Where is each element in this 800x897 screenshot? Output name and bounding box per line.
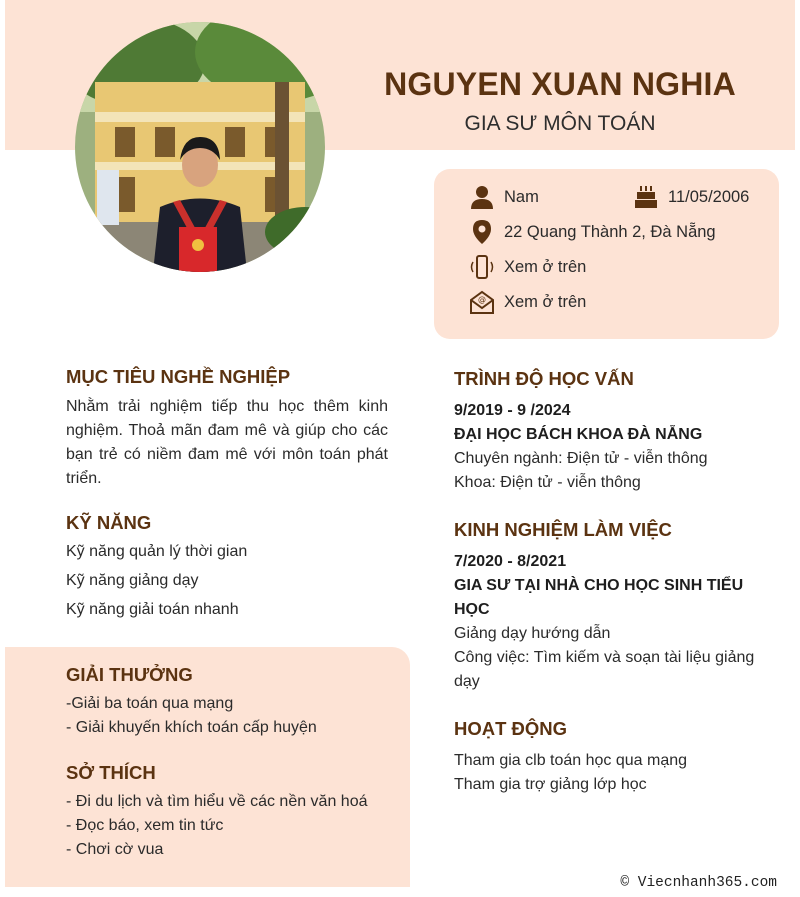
education-period: 9/2019 - 9 /2024 <box>454 402 571 419</box>
gender-row <box>468 183 539 211</box>
job-title: GIA SƯ MÔN TOÁN <box>464 112 656 135</box>
education-major: Chuyên ngành: Điện tử - viễn thông <box>454 450 708 467</box>
education-school: ĐẠI HỌC BÁCH KHOA ĐÀ NẴNG <box>454 426 703 443</box>
activities-title: HOẠT ĐỘNG <box>454 718 568 739</box>
email-value: Xem ở trên <box>504 292 587 311</box>
experience-period: 7/2020 - 8/2021 <box>454 553 567 570</box>
email-icon <box>468 288 496 316</box>
experience-detail: Giảng dạy hướng dẫn <box>454 625 611 642</box>
education-faculty: Khoa: Điện tử - viễn thông <box>454 474 641 491</box>
experience-position: GIA SƯ TẠI NHÀ CHO HỌC SINH TIỂU HỌC <box>454 577 744 618</box>
birthday-value: 11/05/2006 <box>668 187 750 206</box>
education-title: TRÌNH ĐỘ HỌC VẤN <box>454 368 634 389</box>
svg-text:@: @ <box>478 295 486 304</box>
location-pin-icon <box>468 218 496 246</box>
activity-item: Tham gia trợ giảng lớp học <box>454 776 647 793</box>
hobby-item: - Đi du lịch và tìm hiểu về các nền văn hoá <box>66 793 368 810</box>
person-icon <box>468 183 496 211</box>
address-value: 22 Quang Thành 2, Đà Nẵng <box>504 222 716 241</box>
birthday-row <box>632 183 749 211</box>
experience-detail: Công việc: Tìm kiếm và soạn tài liệu giảng dạy <box>454 649 755 690</box>
hobby-item: - Đọc báo, xem tin tức <box>66 817 224 834</box>
phone-icon <box>468 253 496 281</box>
email-row <box>468 288 586 316</box>
phone-row <box>468 253 586 281</box>
activity-item: Tham gia clb toán học qua mạng <box>454 752 688 769</box>
award-item: - Giải khuyến khích toán cấp huyện <box>66 719 317 736</box>
awards-title: GIẢI THƯỞNG <box>66 664 193 685</box>
phone-value: Xem ở trên <box>504 257 587 276</box>
skill-item: Kỹ năng giảng dạy <box>66 572 199 589</box>
career-goal-text: Nhằm trải nghiệm tiếp thu học thêm kinh nghiệm. Thoả mãn đam mê và giúp cho các bạn trẻ có niềm đam mê với môn toán phát triển. <box>66 398 388 487</box>
career-goal-title: MỤC TIÊU NGHỀ NGHIỆP <box>66 366 291 387</box>
profile-photo <box>75 22 325 272</box>
cake-icon <box>632 183 660 211</box>
copyright-footer: © Viecnhanh365.com <box>620 875 777 891</box>
award-item: -Giải ba toán qua mạng <box>66 695 234 712</box>
address-row <box>468 218 716 246</box>
candidate-name: NGUYEN XUAN NGHIA <box>384 66 736 102</box>
skills-title: KỸ NĂNG <box>66 512 152 533</box>
skill-item: Kỹ năng giải toán nhanh <box>66 601 239 618</box>
hobby-item: - Chơi cờ vua <box>66 841 164 858</box>
hobbies-title: SỞ THÍCH <box>66 762 156 783</box>
gender-value: Nam <box>504 187 539 206</box>
experience-title: KINH NGHIỆM LÀM VIỆC <box>454 519 672 540</box>
skill-item: Kỹ năng quản lý thời gian <box>66 543 248 560</box>
